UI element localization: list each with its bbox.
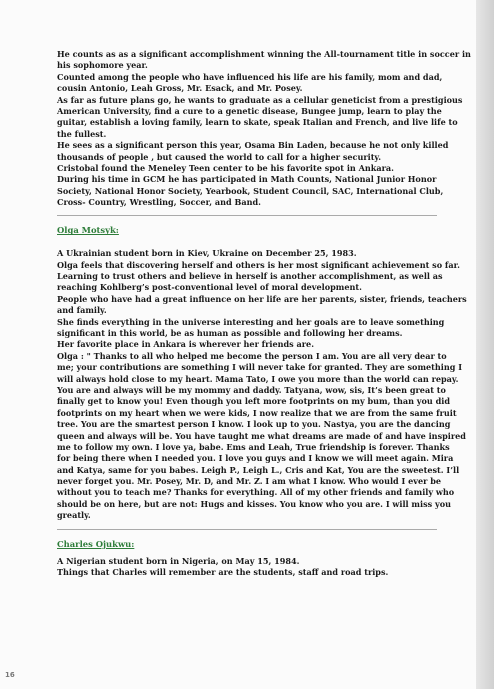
text-line: As far as future plans go, he wants to graduate as a cellular geneticist from a prestigious [57,94,463,105]
profile-heading: Charles Ojukwu: [57,538,135,549]
section-divider [57,215,437,216]
text-line: significant in this world, be as human as possible and following her dreams. [57,327,403,338]
text-line: You are and always will be my mommy and daddy. Tatyana, wow, sis, It’s been great to [57,384,446,395]
text-line: Counted among the people who have influenced his life are his family, mom and dad, [57,71,443,82]
text-line: Cross- Country, Wrestling, Soccer, and Band. [57,197,261,208]
page-content [57,49,471,579]
text-line: for being there when I needed you. I love you guys and I know we will meet again. Mira [57,453,454,464]
text-line: Olga feels that discovering herself and others is her most significant achievement so far. [57,259,460,270]
text-line: tree. You are the smartest person I know. I look up to you. Nastya, you are the dancing [57,419,451,430]
text-line: me to follow my own. I love ya, babe. Ems and Leah, True friendship is forever. Thanks [57,441,450,452]
text-line: Cristobal found the Meneley Teen center to be his favorite spot in Ankara. [57,162,394,173]
text-line: Things that Charles will remember are the students, staff and road trips. [57,567,389,578]
text-line: should be on here, but are not: Hugs and kisses. You know who you are. I will miss you [57,498,451,509]
text-line: the fullest. [57,128,107,139]
text-line: footprints on my heart when we were kids, I now realize that we are from the same fruit [57,407,457,418]
profile-olga [57,225,467,521]
text-line: She finds everything in the universe interesting and her goals are to leave something [57,316,445,327]
text-line: and family. [57,305,107,316]
spacer [57,237,457,248]
text-line: reaching Kohlberg’s post-conventional level of moral development. [57,282,362,293]
page-edge-shadow [476,0,494,689]
profile-cristobal [57,49,471,208]
page-number: 16 [5,671,15,679]
text-line: He counts as as a significant accomplishment winning the All-tournament title in soccer in [57,49,471,59]
text-line: Olga : " Thanks to all who helped me become the person I am. You are all very dear to [57,350,447,361]
text-line: and Katya, same for you babes. Leigh P., Leigh L., Cris and Kat, You are the sweetest. I’ll [57,464,460,475]
text-line: American University, find a cure to a genetic disease, Bungee jump, learn to play the [57,105,442,116]
text-line: guitar, establish a loving family, learn to skate, speak Italian and French, and live life to [57,117,458,128]
text-line: finally get to know you! Even though you left more footprints on my bum, than you did [57,396,450,407]
text-line: A Ukrainian student born in Kiev, Ukraine on December 25, 1983. [57,248,357,259]
text-line: greatly. [57,510,91,521]
text-line: cousin Antonio, Leah Gross, Mr. Esack, and Mr. Posey. [57,83,303,94]
text-line: People who have had a great influence on her life are her parents, sister, friends, teachers [57,293,467,304]
section-divider [57,529,437,530]
text-line: thousands of people , but caused the world to call for a higher security. [57,151,382,162]
text-line: will always hold close to my heart. Mama Tato, I owe you more than the world can repay. [57,373,459,384]
text-line: never forget you. Mr. Posey, Mr. D, and Mr. Z. I am what I know. Who would I ever be [57,476,442,487]
text-line: Society, National Honor Society, Yearbook, Student Council, SAC, International Club, [57,185,444,196]
text-line: queen and always will be. You have taught me what dreams are made of and have inspired [57,430,466,441]
text-line: He sees as a significant person this year, Osama Bin Laden, because he not only killed [57,140,449,151]
text-line: me; your contributions are something I will never take for granted. They are something I [57,362,462,373]
text-line: During his time in GCM he has participated in Math Counts, National Junior Honor [57,174,437,185]
profile-heading: Olga Motsyk: [57,225,119,236]
text-line: Learning to trust others and believe in herself is another accomplishment, as well as [57,271,443,282]
text-line: Her favorite place in Ankara is wherever her friends are. [57,339,315,350]
text-line: his sophomore year. [57,60,148,71]
text-line: without you to teach me? Thanks for everything. All of my other friends and family who [57,487,455,498]
text-line: A Nigerian student born in Nigeria, on May 15, 1984. [57,556,300,567]
profile-charles [57,539,457,579]
